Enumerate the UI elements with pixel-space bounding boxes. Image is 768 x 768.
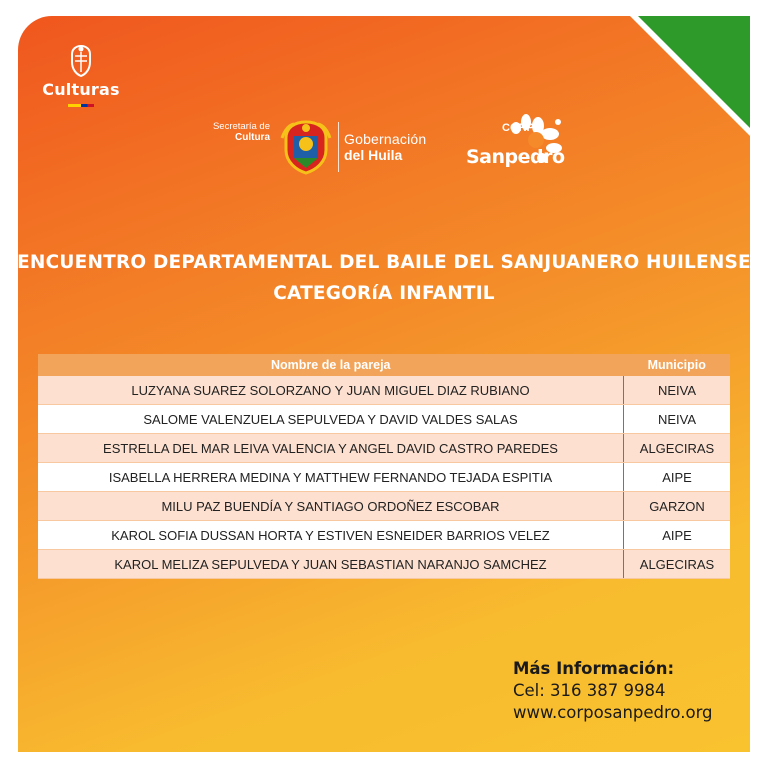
municipio-cell: ALGECIRAS (624, 550, 731, 579)
gobernacion-divider (338, 122, 339, 172)
pareja-cell: KAROL SOFIA DUSSAN HORTA Y ESTIVEN ESNEIDER BARRIOS VELEZ (38, 521, 624, 550)
pareja-cell: KAROL MELIZA SEPULVEDA Y JUAN SEBASTIAN NARANJO SAMCHEZ (38, 550, 624, 579)
table-row (38, 463, 730, 492)
culturas-logo (36, 44, 126, 107)
culturas-label: Culturas (42, 80, 120, 99)
municipio-cell: AIPE (624, 463, 731, 492)
secretaria-cultura-logo (180, 121, 270, 143)
sanpedro-word: Sanpedro (466, 146, 565, 168)
colombia-crest-icon (66, 44, 96, 78)
table-header-row (38, 354, 730, 376)
pareja-cell: ESTRELLA DEL MAR LEIVA VALENCIA Y ANGEL DAVID CASTRO PAREDES (38, 434, 624, 463)
gobernacion-line1: Gobernación (344, 131, 427, 147)
colombia-flag-stripe (68, 104, 94, 107)
pareja-cell: MILU PAZ BUENDÍA Y SANTIAGO ORDOÑEZ ESCOBAR (38, 492, 624, 521)
table-row (38, 405, 730, 434)
website-link[interactable]: www.corposanpedro.org (513, 703, 713, 722)
event-title: ENCUENTRO DEPARTAMENTAL DEL BAILE DEL SANJUANERO HUILENSE (17, 252, 751, 273)
pareja-cell: LUZYANA SUAREZ SOLORZANO Y JUAN MIGUEL DIAZ RUBIANO (38, 376, 624, 405)
corner-green-triangle (638, 16, 750, 128)
secretaria-line1: Secretaría de (212, 121, 270, 132)
results-table (38, 354, 730, 579)
pareja-cell: ISABELLA HERRERA MEDINA Y MATTHEW FERNANDO TEJADA ESPITIA (38, 463, 624, 492)
table-row (38, 434, 730, 463)
contact-info (513, 658, 713, 724)
info-heading: Más Información: (513, 659, 675, 678)
corposanpedro-logo (466, 112, 566, 176)
header-municipio: Municipio (624, 354, 731, 376)
municipio-cell: AIPE (624, 521, 731, 550)
huila-crest-icon (278, 118, 334, 176)
gobernacion-line2: del Huila (344, 147, 403, 163)
secretaria-line2: Cultura (235, 132, 270, 143)
header-pareja: Nombre de la pareja (38, 354, 624, 376)
municipio-cell: NEIVA (624, 376, 731, 405)
table-row (38, 492, 730, 521)
table-row (38, 376, 730, 405)
municipio-cell: ALGECIRAS (624, 434, 731, 463)
phone-number: Cel: 316 387 9984 (513, 681, 666, 700)
corpo-word: CORPO (502, 122, 543, 134)
table-row (38, 550, 730, 579)
gobernacion-huila-logo (344, 131, 426, 163)
table-row (38, 521, 730, 550)
pareja-cell: SALOME VALENZUELA SEPULVEDA Y DAVID VALDES SALAS (38, 405, 624, 434)
municipio-cell: NEIVA (624, 405, 731, 434)
municipio-cell: GARZON (624, 492, 731, 521)
category-title: CATEGORíA INFANTIL (273, 283, 495, 304)
